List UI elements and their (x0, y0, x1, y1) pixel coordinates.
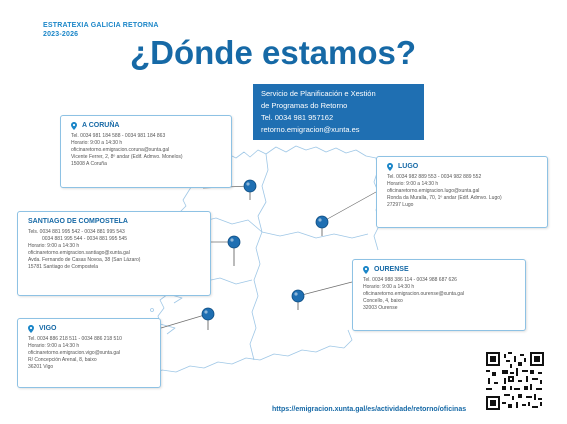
map-pin-icon-coruna[interactable] (244, 180, 256, 200)
strategy-years: 2023-2026 (43, 31, 79, 38)
office-city: A CORUÑA (82, 122, 120, 129)
office-phone: Tel. 0034 988 386 114 - 0034 988 687 626 (363, 277, 457, 283)
map-pin-icon-santiago[interactable] (228, 236, 240, 266)
office-postcode: 32003 Ourense (363, 305, 398, 311)
office-hours: Horario: 9:00 a 14:30 h (363, 284, 415, 290)
office-address: R/ Concepción Arenal, 8, baixo (28, 357, 97, 363)
map-pins (202, 180, 328, 330)
office-card-lugo (376, 156, 548, 228)
office-card-santiago (17, 211, 211, 296)
office-hours: Horario: 9:00 a 14:30 h (387, 181, 439, 187)
office-email[interactable]: oficinaretorno.emigracion.santiago@xunta.gal (28, 250, 130, 256)
map-pin-icon-lugo[interactable] (316, 216, 328, 236)
office-postcode: 36201 Vigo (28, 364, 54, 370)
location-pin-icon (71, 122, 77, 130)
office-card-coruna (60, 115, 232, 188)
office-phone: Tel. 0034 886 218 511 - 0034 886 218 510 (28, 336, 122, 342)
offices-url-link[interactable]: https://emigracion.xunta.gal/es/actividade/retorno/oficinas (272, 406, 467, 413)
office-postcode: 15008 A Coruña (71, 161, 107, 167)
office-card-vigo (17, 318, 161, 388)
office-phone: Tel. 0034 981 184 588 - 0034 981 184 863 (71, 133, 166, 139)
office-hours: Horario: 9:00 a 14:30 h (71, 140, 123, 146)
office-phone-2: 0034 881 995 544 - 0034 881 995 545 (42, 236, 128, 242)
office-phone: Tels. 0034 881 995 542 - 0034 881 995 543 (28, 229, 125, 235)
office-email[interactable]: oficinaretorno.emigracion.coruna@xunta.gal (71, 147, 170, 153)
office-city: SANTIAGO DE COMPOSTELA (28, 218, 128, 225)
office-address: Avda. Fernando de Casas Novoa, 38 (San Lázaro) (28, 257, 141, 263)
service-email[interactable]: retorno.emigracion@xunta.es (261, 125, 360, 134)
office-card-ourense (352, 259, 526, 331)
service-name-line2: de Programas do Retorno (261, 101, 348, 110)
strategy-name: ESTRATEXIA GALICIA RETORNA (43, 22, 159, 29)
office-phone: Tel. 0034 982 889 553 - 0034 982 889 552 (387, 174, 482, 180)
map-pin-icon-vigo[interactable] (202, 308, 214, 330)
leader-line-ourense (298, 282, 352, 296)
office-email[interactable]: oficinaretorno.emigracion.vigo@xunta.gal (28, 350, 121, 356)
location-pin-icon (387, 163, 393, 171)
office-email[interactable]: oficinaretorno.emigracion.ourense@xunta.gal (363, 291, 464, 297)
service-phone: Tel. 0034 981 957162 (261, 113, 334, 122)
map-pin-icon-ourense[interactable] (292, 290, 304, 310)
office-postcode: 27297 Lugo (387, 202, 414, 208)
office-address: Vicente Ferrer, 2, 8º andar (Edif. Admvo. Monelos) (71, 154, 183, 160)
office-hours: Horario: 9:00 a 14:30 h (28, 343, 80, 349)
office-city: LUGO (398, 163, 419, 170)
office-address: Ronda da Muralla, 70, 1º andar (Edif. Admvo. Lugo) (387, 195, 502, 201)
office-postcode: 15781 Santiago de Compostela (28, 264, 99, 270)
office-address: Concello, 4, baixo (363, 298, 403, 304)
office-hours: Horario: 9:00 a 14:30 h (28, 243, 80, 249)
office-city: VIGO (39, 325, 57, 332)
qr-code-icon[interactable] (486, 352, 544, 410)
leader-line-lugo (322, 192, 376, 222)
service-contact-box (253, 84, 424, 140)
page-title: ¿Dónde estamos? (130, 34, 417, 71)
office-email[interactable]: oficinaretorno.emigracion.lugo@xunta.gal (387, 188, 480, 194)
location-pin-icon (363, 266, 369, 274)
office-city: OURENSE (374, 266, 409, 273)
service-name-line1: Servicio de Planificación e Xestión (261, 89, 376, 98)
leader-line-vigo (161, 314, 208, 328)
location-pin-icon (28, 325, 34, 333)
